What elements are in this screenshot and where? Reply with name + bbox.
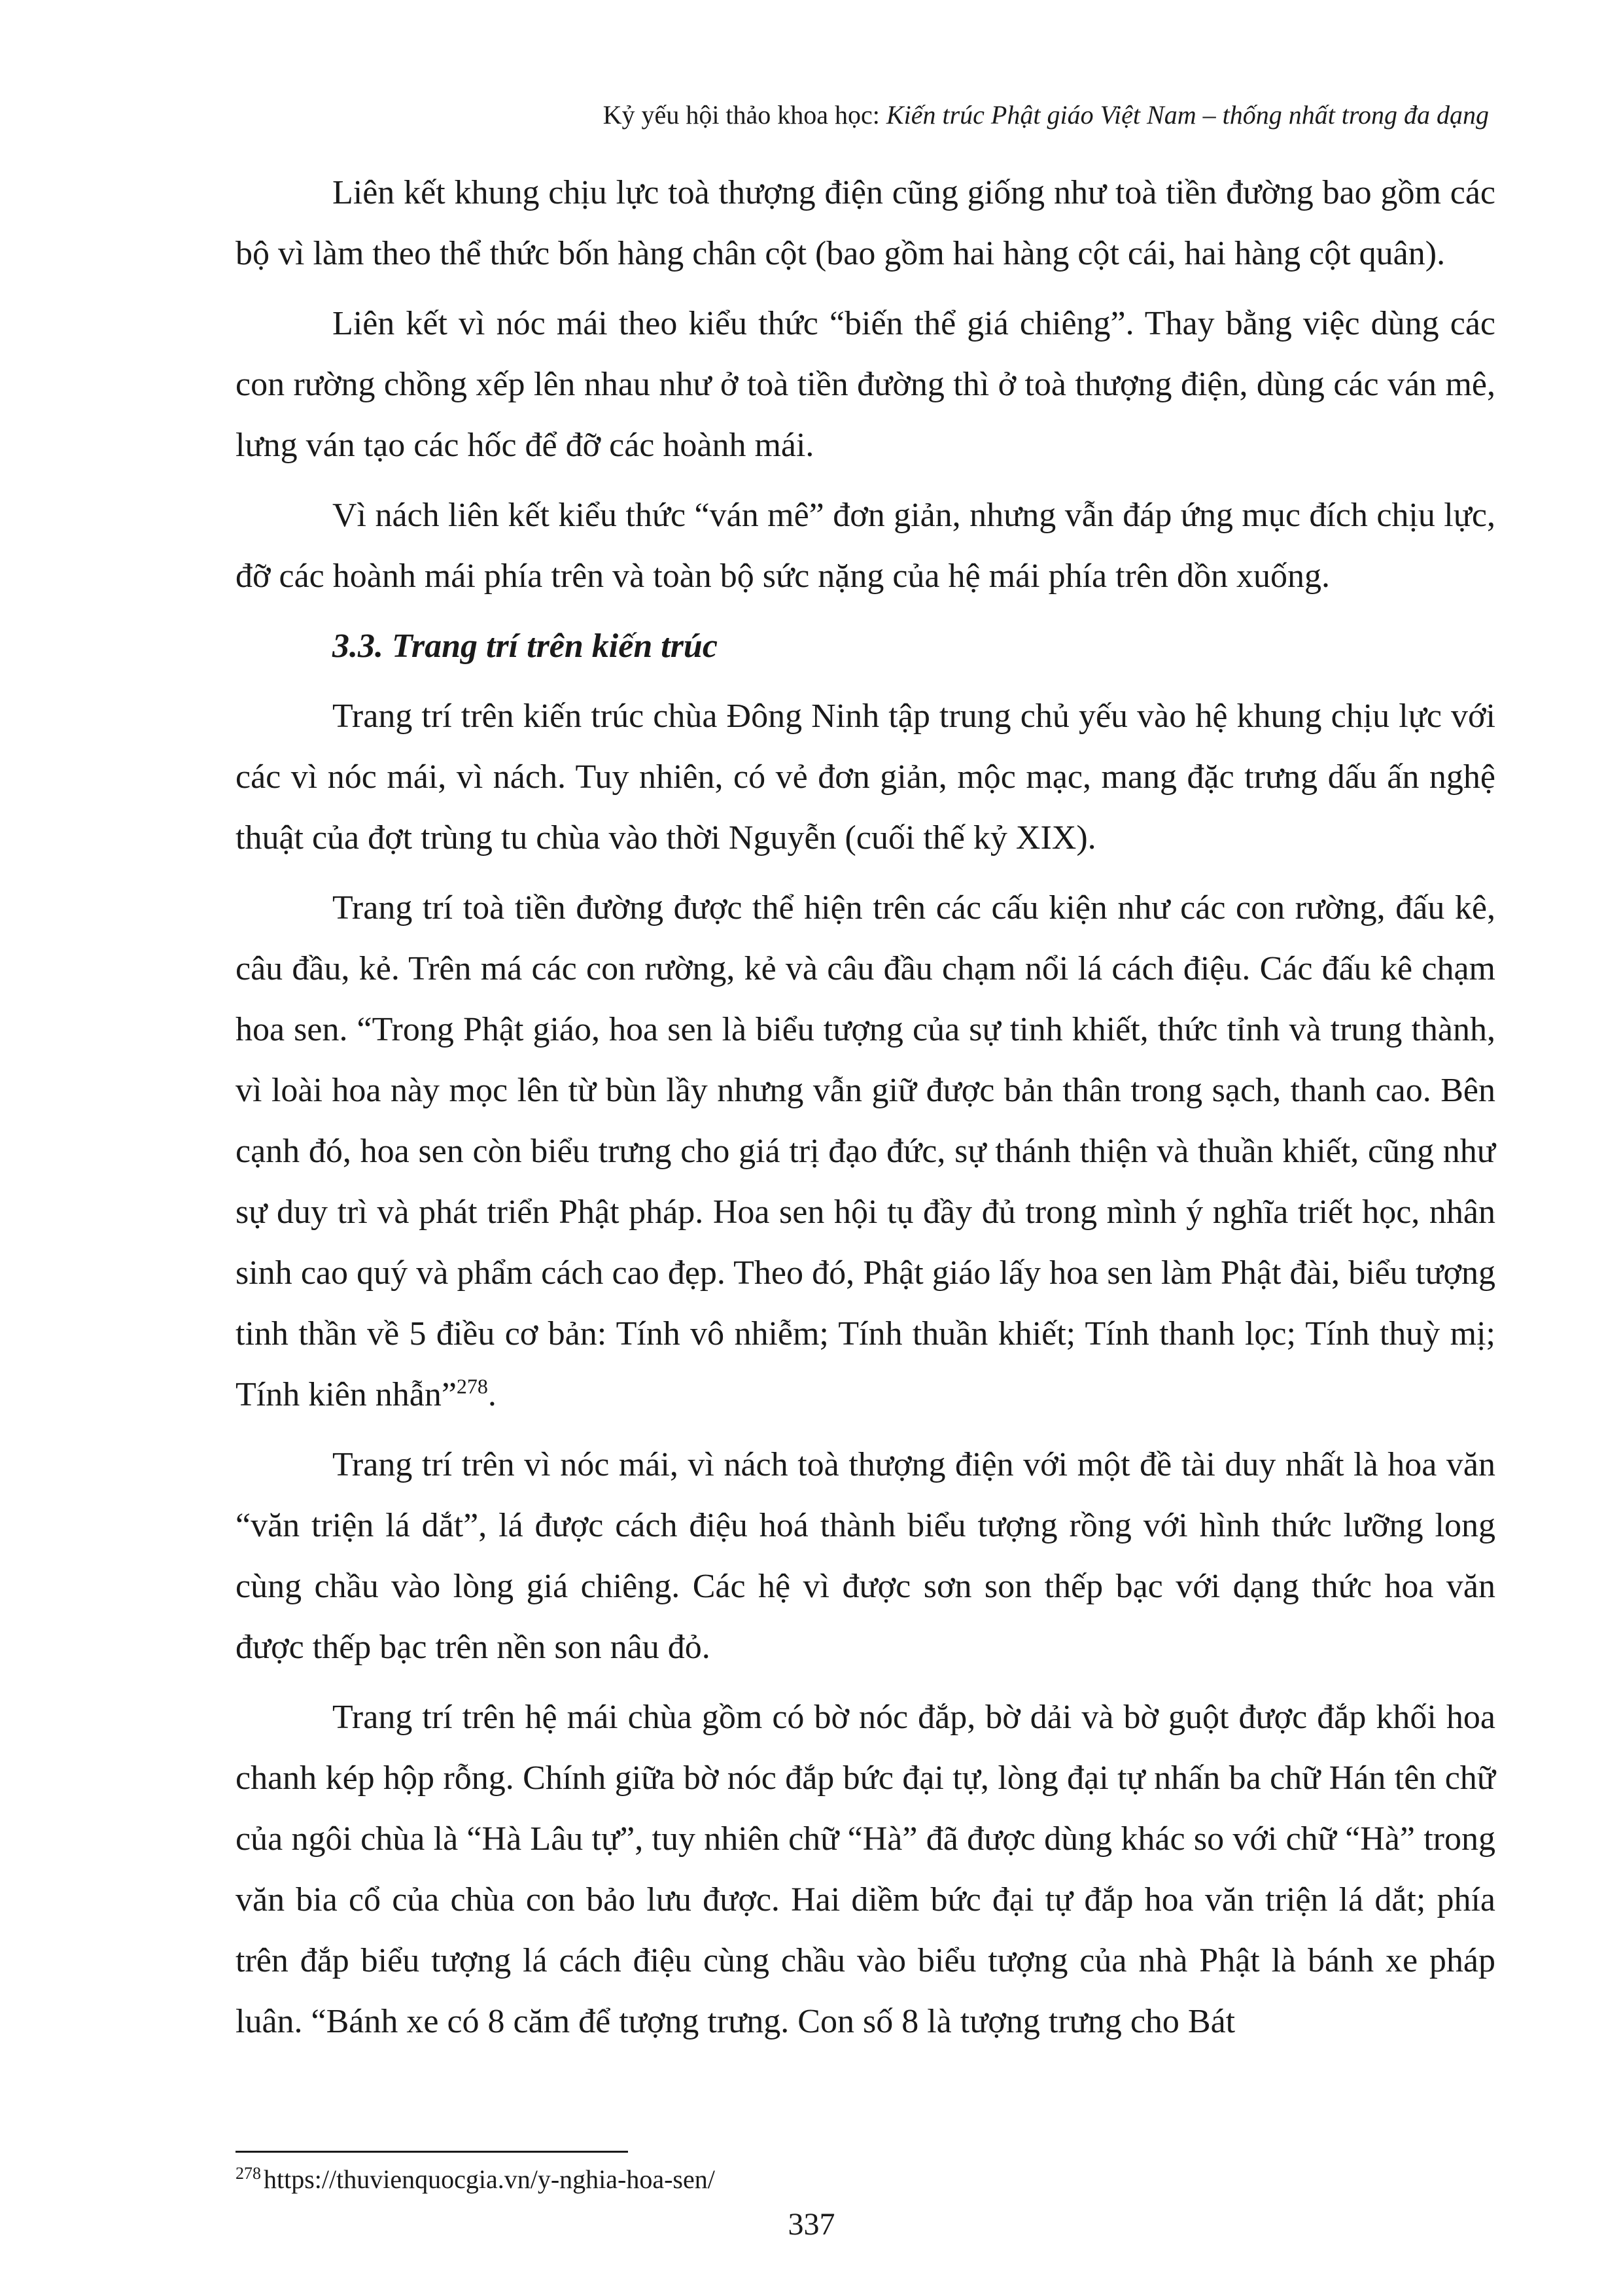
- paragraph-5-end: .: [487, 1376, 497, 1413]
- footnote-divider: [236, 2151, 628, 2153]
- running-header: [603, 98, 1489, 132]
- footnote-reference[interactable]: 278: [456, 1374, 488, 1398]
- paragraph-3: Vì nách liên kết kiểu thức “ván mê” đơn giản, nhưng vẫn đáp ứng mục đích chịu lực, đỡ các hoành mái phía trên và toàn bộ sức nặng của hệ mái phía trên dồn xuống.: [236, 497, 1495, 595]
- paragraph-7: Trang trí trên hệ mái chùa gồm có bờ nóc đắp, bờ dải và bờ guột được đắp khối hoa chanh kép hộp rỗng. Chính giữa bờ nóc đắp bức đại tự, lòng đại tự nhấn ba chữ Hán tên chữ của ngôi chùa là “Hà Lâu tự”, tuy nhiên chữ “Hà” đã được dùng khác so với chữ “Hà” trong văn bia cổ của chùa con bảo lưu được. Hai diềm bức đại tự đắp hoa văn triện lá dắt; phía trên đắp biểu tượng lá cách điệu cùng chầu vào biểu tượng của nhà Phật là bánh xe pháp luân. “Bánh xe có 8 căm để tượng trưng. Con số 8 là tượng trưng cho Bát: [236, 1699, 1495, 2040]
- footnote: [236, 2163, 715, 2196]
- body-text: [236, 162, 1495, 2061]
- header-title: Kiến trúc Phật giáo Việt Nam – thống nhất trong đa dạng: [886, 100, 1489, 130]
- footnote-number: 278: [236, 2163, 261, 2183]
- section-heading: 3.3. Trang trí trên kiến trúc: [332, 627, 718, 665]
- paragraph-6: Trang trí trên vì nóc mái, vì nách toà thượng điện với một đề tài duy nhất là hoa văn “văn triện lá dắt”, lá được cách điệu hoá thành biểu tượng rồng với hình thức lưỡng long cùng chầu vào lòng giá chiêng. Các hệ vì được sơn son thếp bạc với dạng thức hoa văn được thếp bạc trên nền son nâu đỏ.: [236, 1446, 1495, 1666]
- paragraph-2: Liên kết vì nóc mái theo kiểu thức “biến thể giá chiêng”. Thay bằng việc dùng các con rường chồng xếp lên nhau như ở toà tiền đường thì ở toà thượng điện, dùng các ván mê, lưng ván tạo các hốc để đỡ các hoành mái.: [236, 305, 1495, 464]
- page-number: 337: [788, 2207, 835, 2242]
- paragraph-5: [236, 877, 1495, 1425]
- paragraph-1: Liên kết khung chịu lực toà thượng điện cũng giống như toà tiền đường bao gồm các bộ vì làm theo thể thức bốn hàng chân cột (bao gồm hai hàng cột cái, hai hàng cột quân).: [236, 174, 1495, 272]
- paragraph-5-text: Trang trí toà tiền đường được thể hiện trên các cấu kiện như các con rường, đấu kê, câu đầu, kẻ. Trên má các con rường, kẻ và câu đầu chạm nổi lá cách điệu. Các đấu kê chạm hoa sen. “Trong Phật giáo, hoa sen là biểu tượng của sự tinh khiết, thức tỉnh và trung thành, vì loài hoa này mọc lên từ bùn lầy nhưng vẫn giữ được bản thân trong sạch, thanh cao. Bên cạnh đó, hoa sen còn biểu trưng cho giá trị đạo đức, sự thánh thiện và thuần khiết, cũng như sự duy trì và phát triển Phật pháp. Hoa sen hội tụ đầy đủ trong mình ý nghĩa triết học, nhân sinh cao quý và phẩm cách cao đẹp. Theo đó, Phật giáo lấy hoa sen làm Phật đài, biểu tượng tinh thần về 5 điều cơ bản: Tính vô nhiễm; Tính thuần khiết; Tính thanh lọc; Tính thuỳ mị; Tính kiên nhẫn”: [236, 889, 1495, 1413]
- paragraph-4: Trang trí trên kiến trúc chùa Đông Ninh tập trung chủ yếu vào hệ khung chịu lực với các vì nóc mái, vì nách. Tuy nhiên, có vẻ đơn giản, mộc mạc, mang đặc trưng dấu ấn nghệ thuật của đợt trùng tu chùa vào thời Nguyễn (cuối thế kỷ XIX).: [236, 698, 1495, 857]
- footnote-link[interactable]: https://thuvienquocgia.vn/y-nghia-hoa-sen/: [264, 2164, 715, 2194]
- header-prefix: Kỷ yếu hội thảo khoa học:: [602, 100, 886, 130]
